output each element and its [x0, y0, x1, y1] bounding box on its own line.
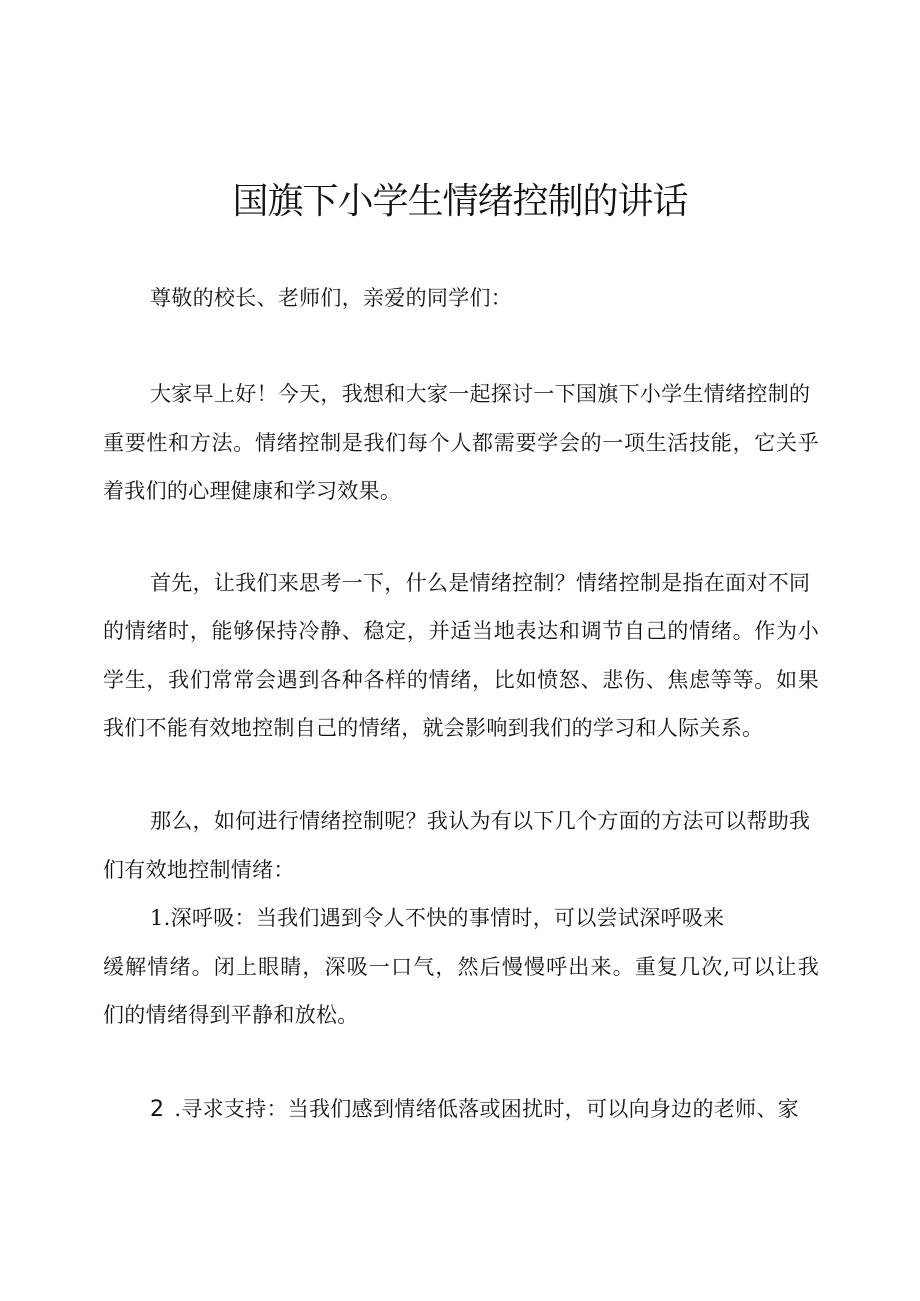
paragraph-2-line-3: 学生，我们常常会遇到各种各样的情绪，比如愤怒、悲伤、焦虑等等。如果 [103, 668, 819, 692]
paragraph-2-line-1: 首先，让我们来思考一下，什么是情绪控制？情绪控制是指在面对不同 [150, 571, 811, 595]
list-item-2-line-1 [150, 1094, 799, 1125]
paragraph-1-line-1: 大家早上好！今天，我想和大家一起探讨一下国旗下小学生情绪控制的 [150, 382, 811, 406]
paragraph-1-line-2: 重要性和方法。情绪控制是我们每个人都需要学会的一项生活技能，它关乎 [103, 431, 819, 455]
list-item-1-line-3: 们的情绪得到平静和放松。 [103, 1003, 359, 1027]
paragraph-2-line-4: 我们不能有效地控制自己的情绪，就会影响到我们的学习和人际关系。 [103, 716, 764, 740]
list-item-1-line-1: 1.深呼吸：当我们遇到令人不快的事情时，可以尝试深呼吸来 [150, 906, 725, 930]
paragraph-3-line-2: 们有效地控制情绪： [103, 858, 295, 882]
list-item-2-text: .寻求支持：当我们感到情绪低落或困扰时，可以向身边的老师、家 [174, 1097, 799, 1121]
list-item-1-line-2: 缓解情绪。闭上眼睛，深吸一口气，然后慢慢呼出来。重复几次,可以让我 [103, 955, 819, 979]
paragraph-3-line-1: 那么，如何进行情绪控制呢？我认为有以下几个方面的方法可以帮助我 [150, 809, 811, 833]
paragraph-1-line-3: 着我们的心理健康和学习效果。 [103, 479, 402, 503]
greeting-line: 尊敬的校长、老师们，亲爱的同学们： [150, 286, 513, 310]
paragraph-2-line-2: 的情绪时，能够保持冷静、稳定，并适当地表达和调节自己的情绪。作为小 [103, 619, 819, 643]
document-title: 国旗下小学生情绪控制的讲话 [232, 181, 688, 222]
list-item-2-number: 2 [150, 1097, 165, 1122]
